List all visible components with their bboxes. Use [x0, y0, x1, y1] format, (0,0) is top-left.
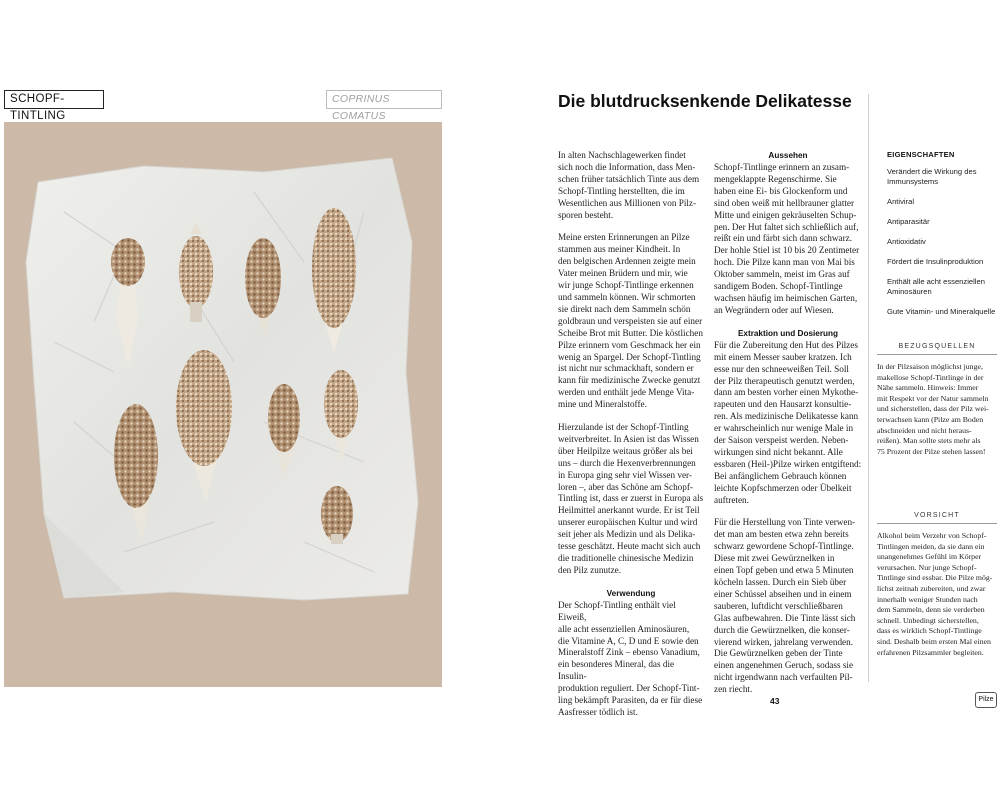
paragraph: Schopf-Tintlinge erinnern an zusam- mengeklappte Regenschirme. Sie haben eine Ei- bis Glockenform und sind oben weiß mit hellbrauner glatter Mitte und einigen gekräuselten Schup- pen. Der Hut faltet sich schließlich auf, reißt ein und färbt sich dann schwarz. Der hohle Stiel ist 10 bis 20 Zentimeter hoch. Die Pilze kann man von Mai bis Oktober sammeln, meist im Gras auf sandigem Boden. Schopf-Tintlinge wachsen häufig im heimischen Garten, an Wegrändern oder auf Wiesen. [714, 162, 860, 315]
caution-heading: VORSICHT [914, 512, 960, 519]
text-column-2 [714, 150, 862, 707]
paragraph: Hierzulande ist der Schopf-Tintling weitverbreitet. In Asien ist das Wissen über Heilpilze weitaus größer als bei uns – durch die Hexenverbrennungen in Europa ging sehr viel Wissen ver- loren –, aber das Schöne am Schopf- Tintling ist, dass er zuerst in Europa als Heilmittel anerkannt wurde. Er ist Teil unserer europäischen Kultur und wird seit jeher als Medizin und als Delika- tesse geschätzt. Heute macht sich auch die traditionelle chinesische Medizin den Pilz zunutze. [558, 422, 704, 575]
property-item: Verändert die Wirkung des Immunsystems [887, 167, 977, 186]
common-name-label: SCHOPF-TINTLING [4, 90, 104, 109]
latin-name-label: COPRINUS COMATUS [326, 90, 442, 109]
sources-text: In der Pilzsaison möglichst junge, makellose Schopf-Tintlinge in der Nähe sammeln. Hinweis: Immer mit Respekt vor der Natur sammeln und sicherstellen, dass der Pilz wei- terwachsen kann (Pilze am Boden abschneiden und nicht heraus- reißen). Man sollte stets mehr als 75 Prozent der Pilze stehen lassen! [877, 362, 989, 456]
property-item: Antiparasitär [887, 217, 930, 226]
subheading-verwendung: Verwendung [606, 588, 656, 598]
property-item: Antioxidativ [887, 237, 926, 246]
page-title: Die blutdrucksenkende Delikatesse [558, 91, 852, 111]
sources-heading: BEZUGSQUELLEN [898, 343, 976, 350]
sources-box [877, 343, 997, 457]
property-item: Enthält alle acht essenziellen Aminosäuren [887, 277, 985, 296]
chapter-tab: Pilze [975, 692, 997, 708]
paragraph: Der Schopf-Tintling enthält viel Eiweiß, alle acht essenziellen Aminosäuren, die Vitamine A, C, D und E sowie den Mineralstoff Zink – ebenso Vanadium, ein besonderes Mineral, das die Insulin- produktion reguliert. Der Schopf-Tint- ling bekämpft Parasiten, da er für diese Aasfresser tödlich ist. [558, 599, 703, 717]
subheading-aussehen: Aussehen [768, 151, 808, 160]
text-column-1 [558, 150, 704, 730]
paragraph: Für die Zubereitung den Hut des Pilzes mit einem Messer sauber kratzen. Ich esse nur den schneeweißen Teil. Soll der Pilz therapeutisch genutzt werden, dann am besten vorher einen Mykothe- rapeuten und den Hausarzt konsultie- ren. Als medizinische Delikatesse kann er wahrscheinlich nur wenige Male in der Saison verspeist werden. Neben- wirkungen sind nicht bekannt. Alle essbaren (Heil-)Pilze wirken entgiftend: Bei anfänglichem Gebrauch können leichte Kopfschmerzen oder Übelkeit auftreten. [714, 339, 862, 505]
page-number: 43 [770, 696, 780, 706]
paragraph: In alten Nachschlagewerken findet sich noch die Information, dass Men- schen früher tatsächlich Tinte aus dem Schopf-Tintling herstellten, die im Wesentlichen aus Millionen von Pilz- sporen besteht. [558, 150, 700, 220]
paragraph: Für die Herstellung von Tinte verwen- det man am besten etwa zehn bereits schwarz gewordene Schopf-Tintlinge. Diese mit zwei Gewürznelken in einen Topf geben und etwa 5 Minuten köcheln lassen. Durch ein Sieb über einer Schüssel abseihen und in einem sauberen, luftdicht verschließbaren Glas aufbewahren. Die Tinte lässt sich durch die Gewürznelken, die konser- vierend wirken, jahrelang verwenden. Die Gewürznelken geben der Tinte einen angenehmen Geruch, sodass sie nicht irgendwann nach verfaulten Pil- zen riecht. [714, 517, 856, 695]
paragraph: Meine ersten Erinnerungen an Pilze stammen aus meiner Kindheit. In den belgischen Ardennen zeigte mein Vater meinen Brüdern und mir, wie wir junge Schopf-Tintlinge erkennen und sammeln können. Wir schmorten sie direkt nach dem Sammeln schön goldbraun und verspeisten sie auf einer Scheibe Brot mit Butter. Die köstlichen Pilze erinnern vom Geschmack her ein wenig an Spargel. Der Schopf-Tintling ist nicht nur schmackhaft, sondern er kann für medizinische Zwecke genutzt werden und enthält jede Menge Vita- mine und Mineralstoffe. [558, 232, 703, 410]
property-item: Fördert die Insulinproduktion [887, 257, 984, 266]
properties-sidebar [887, 150, 999, 327]
properties-heading: EIGENSCHAFTEN [887, 150, 955, 159]
caution-text: Alkohol beim Verzehr von Schopf- Tintlingen meiden, da sie dann ein unangenehmes Gefühl im Körper verursachen. Nur junge Schopf- Tintlinge sind essbar. Die Pilze mög- lichst zeitnah zubereiten, und zwar innerhalb weniger Stunden nach dem Sammeln, denn sie verderben schnell. Unbedingt sicherstellen, dass es wirklich Schopf-Tintlinge sind. Deshalb beim ersten Mal einen erfahrenen Pilzsammler begleiten. [877, 531, 993, 657]
caution-box [877, 512, 997, 658]
divider [877, 523, 997, 524]
subheading-extraktion: Extraktion und Dosierung [737, 328, 839, 338]
mushroom-photo [4, 122, 442, 687]
property-item: Antiviral [887, 197, 915, 206]
divider [877, 354, 997, 355]
property-item: Gute Vitamin- und Mineralquelle [887, 307, 996, 316]
sidebar-divider [868, 94, 869, 682]
